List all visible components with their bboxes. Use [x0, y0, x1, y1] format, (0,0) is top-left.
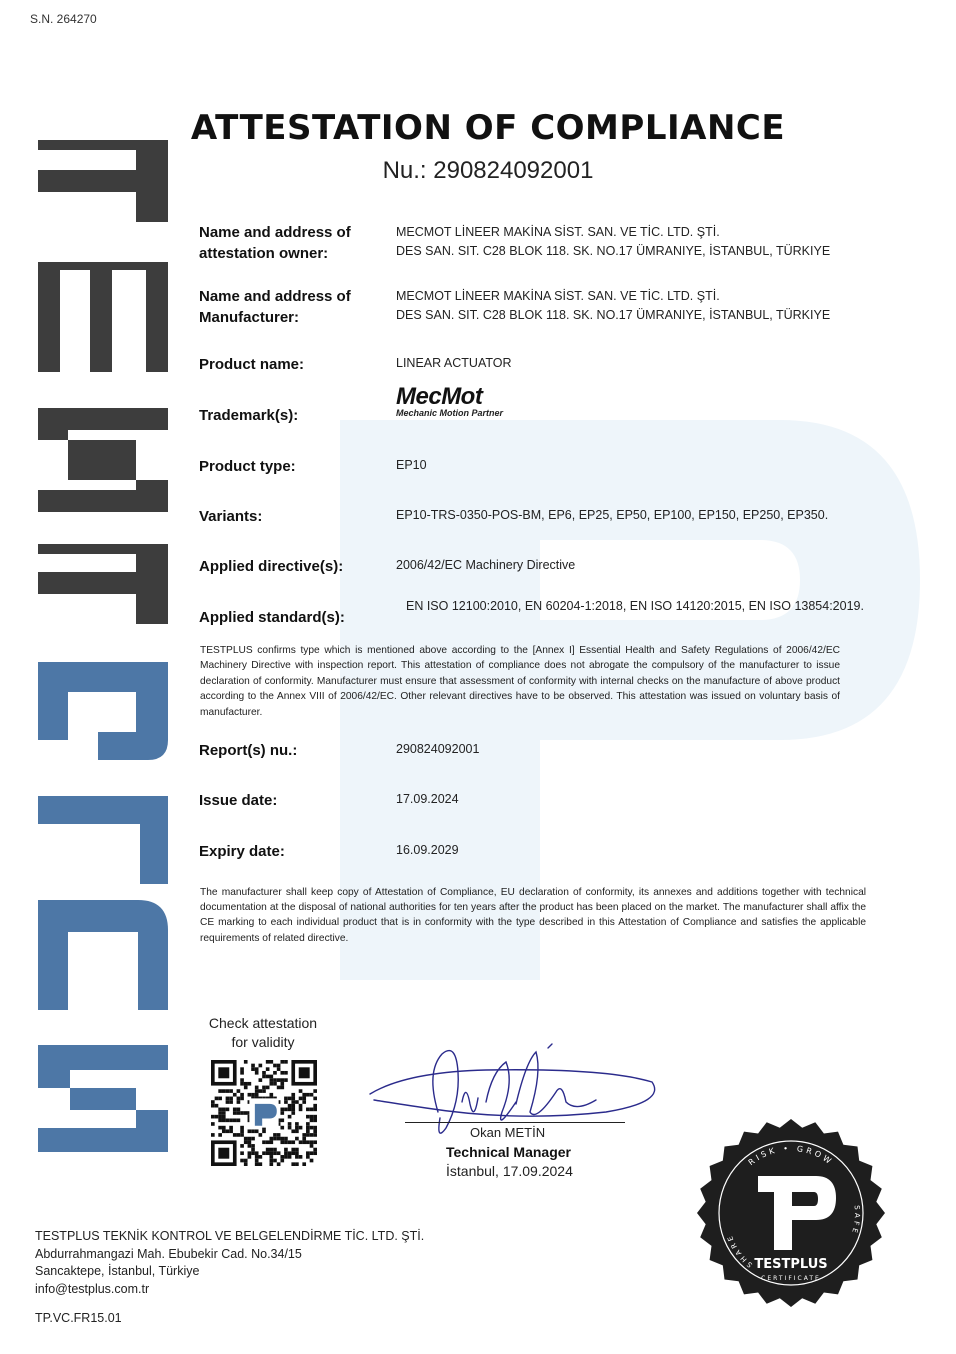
company-address: [35, 1228, 424, 1298]
signatory-place-date: İstanbul, 17.09.2024: [446, 1163, 573, 1179]
seal-subtitle: CERTIFICATE: [761, 1275, 821, 1282]
product-name-label: Product name:: [199, 356, 305, 373]
standards-label: Applied standard(s):: [199, 609, 345, 626]
certificate-number: Nu.: 290824092001: [382, 157, 594, 184]
signature-line: [405, 1122, 625, 1123]
manufacturer-value: MECMOT LİNEER MAKİNA SİST. SAN. VE TİC. LTD. ŞTİ. DES SAN. SIT. C28 BLOK 118. SK. NO.17 ÜMRANIYE, İSTANBUL, TÜRKIYE: [396, 289, 831, 322]
issue-date-label: Issue date:: [199, 792, 278, 809]
seal-right-text: SAFE: [849, 1204, 862, 1237]
standards-value: EN ISO 12100:2010, EN 60204-1:2018, EN ISO 14120:2015, EN ISO 13854:2019.: [406, 599, 864, 613]
mecmot-logo: [396, 384, 503, 418]
signatory-name: Okan METİN: [470, 1125, 546, 1140]
trademark-label: Trademark(s):: [199, 407, 299, 424]
signatory-role: Technical Manager: [446, 1144, 572, 1160]
variants-label: Variants:: [199, 508, 263, 525]
validity-qr-code[interactable]: [211, 1060, 317, 1166]
issue-date-value: 17.09.2024: [396, 792, 459, 806]
product-type-label: Product type:: [199, 458, 296, 475]
product-name-value: LINEAR ACTUATOR: [396, 356, 512, 370]
document-title: ATTESTATION OF COMPLIANCE: [190, 108, 786, 148]
seal-brand: TESTPLUS: [754, 1257, 828, 1272]
check-validity-text: Check attestation for validity: [208, 1015, 318, 1050]
logo-tagline: Mechanic Motion Partner: [396, 408, 504, 418]
owner-value: MECMOT LİNEER MAKİNA SİST. SAN. VE TİC. LTD. ŞTİ. DES SAN. SIT. C28 BLOK 118. SK. NO.17 ÜMRANIYE, İSTANBUL, TÜRKIYE: [396, 225, 831, 258]
owner-label: Name and address of attestation owner:: [199, 224, 351, 262]
seal-left-text: SHARE: [725, 1232, 755, 1269]
expiry-date-label: Expiry date:: [199, 843, 285, 860]
company-email[interactable]: info@testplus.com.tr: [35, 1281, 150, 1296]
company-city: Sancaktepe, İstanbul, Türkiye: [35, 1264, 200, 1278]
company-street: Abdurrahmangazi Mah. Ebubekir Cad. No.34/15: [35, 1246, 302, 1261]
manufacturer-label: Name and address of Manufacturer:: [199, 288, 351, 326]
testplus-vertical-logo: [38, 140, 168, 1220]
form-code: TP.VC.FR15.01: [35, 1311, 122, 1325]
directive-value: 2006/42/EC Machinery Directive: [396, 558, 576, 572]
testplus-certificate-seal: [696, 1118, 886, 1308]
serial-number: S.N. 264270: [30, 12, 97, 26]
expiry-date-value: 16.09.2029: [396, 843, 459, 857]
seal-top-text: RISK • GROW: [746, 1143, 836, 1168]
report-label: Report(s) nu.:: [199, 742, 298, 759]
confirmation-paragraph: TESTPLUS confirms type which is mentioned above according to the [Annex I] Essential Health and Safety Regulations of 2006/42/EC Machinery Directive with inspection report. This attestation of compliance does not abrogate the compulsory of the manufacturer to issue declaration of conformity. Manufacturer must ensure that assessment of conformity with internal checks on the manufacture of above product according to the Annex VIII of 2006/42/EC. Other relevant directives have to be observed. This attestation was issued on voluntary basis of manufacturer.: [200, 645, 840, 718]
report-value: 290824092001: [396, 742, 480, 756]
manufacturer-obligations-paragraph: The manufacturer shall keep copy of Attestation of Compliance, EU declaration of conformity, its annexes and additions together with technical documentation at the disposal of national authorities for ten years after the product has been placed on the market. The manufacturer shall affix the CE marking to each individual product that is in conformity with the type described in this Attestation of Compliance and satisfies the applicable requirements of related directive.: [200, 887, 866, 944]
logo-name: MecMot: [396, 383, 483, 410]
directive-label: Applied directive(s):: [199, 558, 344, 575]
company-name: TESTPLUS TEKNİK KONTROL VE BELGELENDİRME TİC. LTD. ŞTİ.: [35, 1229, 425, 1243]
product-type-value: EP10: [396, 458, 427, 472]
variants-value: EP10-TRS-0350-POS-BM, EP6, EP25, EP50, EP100, EP150, EP250, EP350.: [396, 508, 829, 522]
